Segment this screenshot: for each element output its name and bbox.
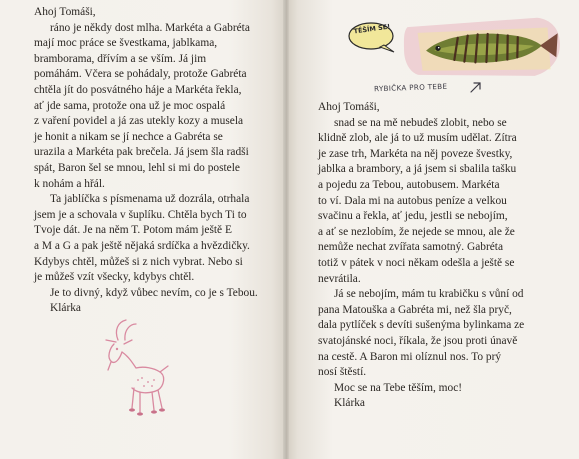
- text-line: svatojánské noci, říkala, že jsou proti únavě: [318, 334, 518, 347]
- text-line: snad se na mě nebudeš zlobit, nebo se: [334, 116, 507, 129]
- text-line: Já se nebojím, mám tu krabičku s vůní od: [334, 288, 524, 301]
- text-line: jablka a brambory, a já jsem si sbalila tašku: [318, 163, 517, 176]
- text-line: totiž v pátek v noci někam odešla a ještě se: [318, 256, 515, 269]
- right-signature-text: Klárka: [334, 397, 365, 410]
- right-signature: [318, 396, 568, 412]
- text-line: Kdybys chtěl, můžeš si z nich vybrat. Nebo si: [34, 255, 243, 268]
- text-line: ať jde sama, protože ona už je moc ospalá: [34, 99, 226, 112]
- text-line: klidně zlob, ale já to už musím udělat. Zítra: [318, 132, 517, 145]
- right-letter: [318, 100, 568, 412]
- text-line: dala pytlíček s devíti sušenýma bylinkama ze: [318, 319, 525, 332]
- sticker-speech-text: TĚŠÍM SE!: [353, 22, 391, 36]
- left-paragraph-2: [34, 192, 280, 286]
- text-line: a M a G a pak ještě nějaká srdíčka a hvězdičky.: [34, 239, 250, 252]
- text-line: z vaření povidel a já zas utekly kozy a musela: [34, 115, 244, 128]
- right-paragraph-1: [318, 116, 568, 288]
- text-line: na cestě. A Baron mi olíznul nos. To prý: [318, 350, 502, 363]
- left-greeting: Ahoj Tomáši,: [34, 6, 96, 18]
- text-line: svačinu a řekla, ať jedu, jestli se nebojím,: [318, 210, 508, 223]
- text-line: je můžeš vzít všecky, kdybys chtěl.: [34, 271, 195, 284]
- left-signature-text: Klárka: [50, 302, 81, 315]
- text-line: jsem je a schovala v šuplíku. Chtěla bych Ti to: [34, 208, 247, 221]
- text-line: urazila a Markéta pak brečela. Já jsem šla radši: [34, 146, 249, 159]
- arrow-up-right-icon: [469, 80, 483, 94]
- goat-drawing-icon: [98, 318, 172, 418]
- text-line: bramborama, dřívím a se vším. Já jim: [34, 52, 207, 65]
- text-line: nemůže nechat zvířata samotný. Gabréta: [318, 241, 504, 254]
- text-line: k nohám a hřál.: [34, 177, 105, 190]
- text-line: a ať se nezlobím, že nejede se mnou, ale že: [318, 225, 515, 238]
- text-line: Tvoje dát. Je na něm T. Potom mám ještě E: [34, 224, 232, 237]
- left-paragraph-3: [34, 286, 280, 302]
- right-paragraph-3: [318, 381, 568, 397]
- text-line: a pojedu za Tebou, autobusem. Markéta: [318, 178, 500, 191]
- text-line: Moc se na Tebe těším, moc!: [334, 381, 463, 394]
- text-line: pana Matouška a Gabréta mi, než šla pryč,: [318, 303, 512, 316]
- text-line: je honit a nikam se jí nechce a Gabréta se: [34, 130, 223, 143]
- text-line: je zase trh, Markéta na něj poveze švestky,: [318, 147, 513, 160]
- text-line: chtěla jít do posvátného háje a Markéta řekla,: [34, 83, 242, 96]
- text-line: mají moc práce se švestkama, jablkama,: [34, 37, 218, 50]
- left-signature: [34, 301, 280, 317]
- text-line: nosí štěstí.: [318, 366, 367, 379]
- book-gutter: [283, 0, 289, 459]
- sticker-caption: RYBIČKA PRO TEBE: [373, 81, 448, 94]
- text-line: Ta jablíčka s písmenama už dozrála, otrhala: [50, 193, 250, 206]
- text-line: pomáhám. Včera se pohádaly, protože Gabréta: [34, 68, 247, 81]
- text-line: nevrátila.: [318, 272, 361, 285]
- left-paragraph-1: [34, 21, 280, 193]
- text-line: Je to divný, když vůbec nevím, co je s Tebou.: [50, 286, 258, 299]
- text-line: spát, Baron šel se mnou, lehl si mi do postele: [34, 161, 240, 174]
- right-greeting: Ahoj Tomáši,: [318, 101, 380, 113]
- left-letter: [34, 5, 280, 317]
- text-line: ráno je někdy dost mlha. Markéta a Gabréta: [50, 21, 250, 34]
- text-line: to ví. Dala mi na autobus peníze a velkou: [318, 194, 507, 207]
- right-paragraph-2: [318, 287, 568, 381]
